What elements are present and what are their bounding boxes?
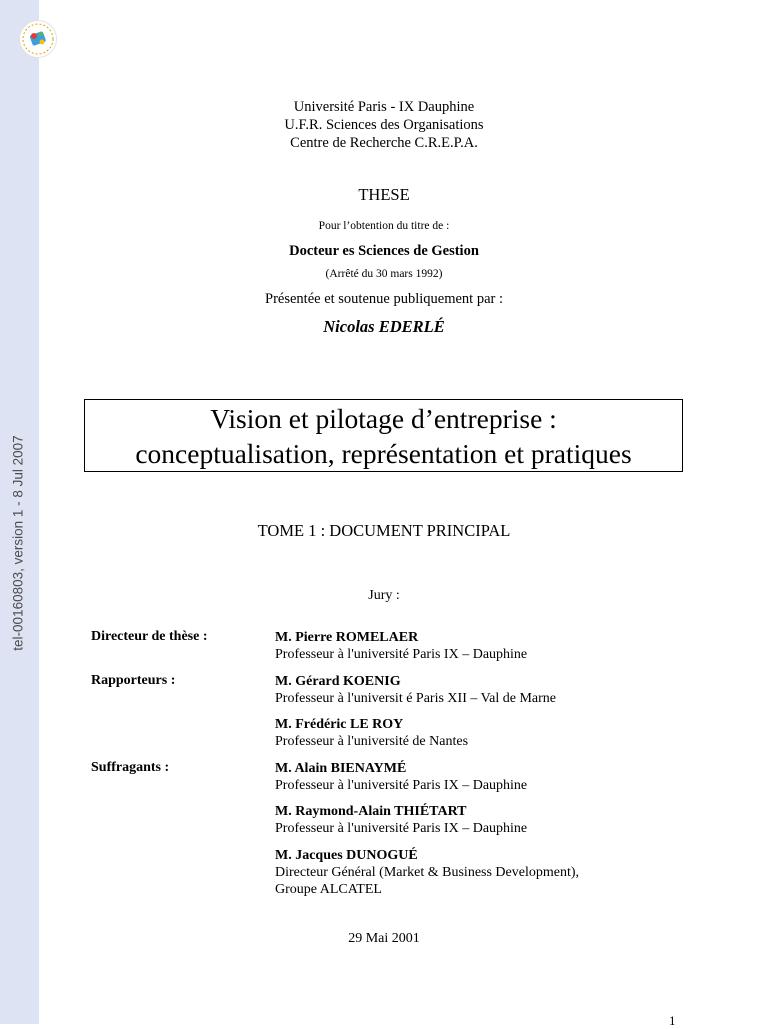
jury-member-name: M. Raymond-Alain THIÉTART [275, 804, 467, 819]
arrete-line: (Arrêté du 30 mars 1992) [325, 268, 443, 280]
jury-member [275, 803, 527, 837]
defense-date: 29 Mai 2001 [348, 931, 420, 946]
thesis-title-box [84, 399, 683, 472]
role-directeur: Directeur de thèse : [91, 629, 208, 644]
role-rapporteurs: Rapporteurs : [91, 673, 176, 688]
university-header [39, 98, 729, 152]
author-name: Nicolas EDERLÉ [323, 317, 445, 336]
jury-member [275, 673, 556, 707]
hal-archive-logo-icon [19, 20, 57, 58]
jury-member-name: M. Frédéric LE ROY [275, 717, 404, 732]
jury-member [275, 716, 468, 750]
these-heading: THESE [358, 185, 410, 204]
jury-member-name: M. Gérard KOENIG [275, 674, 401, 689]
archive-watermark: tel-00160803, version 1 - 8 Jul 2007 [10, 435, 26, 651]
jury-member-name: M. Alain BIENAYMÉ [275, 761, 407, 776]
jury-member-name: M. Jacques DUNOGUÉ [275, 848, 418, 863]
obtention-line: Pour l’obtention du titre de : [318, 220, 450, 232]
jury-member-title: Directeur Général (Market & Business Development), [275, 865, 580, 880]
degree-title: Docteur es Sciences de Gestion [289, 243, 479, 259]
jury-member [275, 847, 579, 898]
role-suffragants: Suffragants : [91, 760, 170, 775]
jury-member-title: Professeur à l'université de Nantes [275, 734, 469, 749]
thesis-title-line-1: Vision et pilotage d’entreprise : [210, 403, 557, 434]
university-line: Université Paris - IX Dauphine [293, 99, 475, 115]
jury-member-title: Professeur à l'université Paris IX – Dauphine [275, 778, 528, 793]
jury-member-title-2: Groupe ALCATEL [275, 882, 382, 897]
jury-member-title: Professeur à l'université Paris IX – Dauphine [275, 821, 528, 836]
jury-member-title: Professeur à l'université Paris IX – Dauphine [275, 647, 528, 662]
jury-member [275, 629, 527, 663]
page-number: 1 [669, 1013, 676, 1028]
research-center-line: Centre de Recherche C.R.E.P.A. [290, 135, 478, 151]
tome-heading: TOME 1 : DOCUMENT PRINCIPAL [257, 521, 511, 540]
ufr-line: U.F.R. Sciences des Organisations [284, 117, 484, 133]
jury-label: Jury : [368, 588, 400, 603]
thesis-title-line-2: conceptualisation, représentation et pratiques [135, 438, 632, 469]
jury-member-name: M. Pierre ROMELAER [275, 630, 419, 645]
jury-member-title: Professeur à l'universit é Paris XII – Val de Marne [275, 691, 557, 706]
presented-by-line: Présentée et soutenue publiquement par : [265, 291, 503, 307]
jury-member [275, 760, 527, 794]
